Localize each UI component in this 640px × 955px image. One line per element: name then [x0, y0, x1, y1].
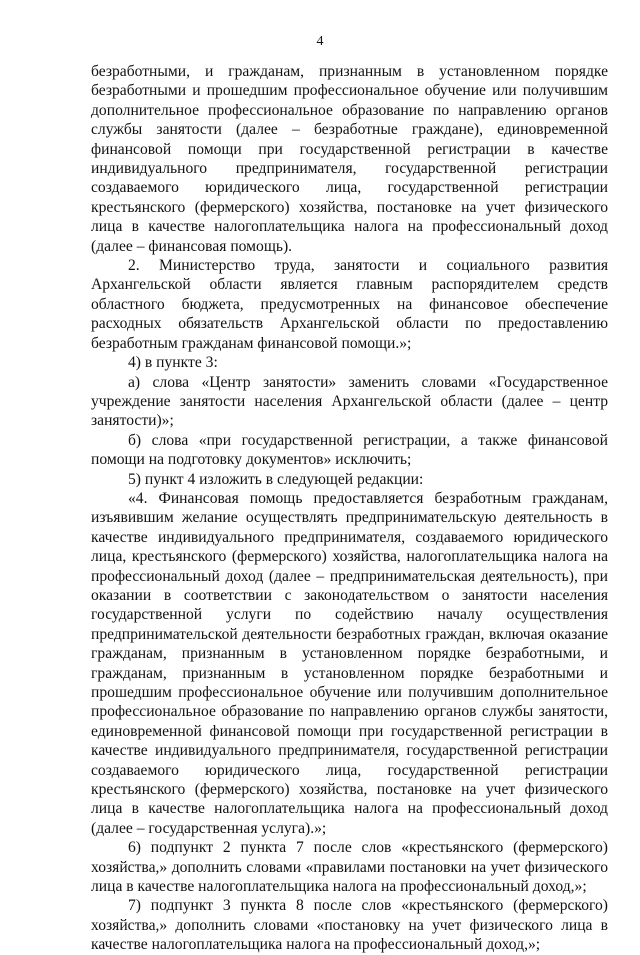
- page-number: 4: [316, 34, 324, 49]
- paragraph-continuation: безработными, и гражданам, признанным в установленном порядке безработными и прошедшим профессиональное обучение или получившим дополнительное профессиональное образование по направлению органов службы занятости (далее – безработные граждане), единовременной финансовой помощи при государственной регистрации в качестве индивидуального предпринимателя, государственной регистрации создаваемого юридического лица, государственной регистрации крестьянского (фермерского) хозяйства, постановке на учет физического лица в качестве налогоплательщика налога на профессиональный доход (далее – финансовая помощь).: [91, 63, 608, 255]
- paragraph-item-7: 7) подпункт 3 пункта 8 после слов «крестьянского (фермерского) хозяйства,» дополнить словами «постановку на учет физического лица в качестве налогоплательщика налога на профессиональный доход,»;: [91, 897, 608, 954]
- paragraph-item-4b: б) слова «при государственной регистрации, а также финансовой помощи на подготовку документов» исключить;: [91, 431, 608, 469]
- paragraph-item-5: 5) пункт 4 изложить в следующей редакции:: [128, 470, 424, 488]
- paragraph-item-5-text: «4. Финансовая помощь предоставляется безработным гражданам, изъявившим желание осуществлять предпринимательскую деятельность в качестве индивидуального предпринимателя, создаваемого юридического лица, крестьянского (фермерского) хозяйства, налогоплательщика налога на профессиональный доход (далее – предпринимательская деятельность), при оказании в соответствии с законодательством о занятости населения государственной услуги по содействию началу осуществления предпринимательской деятельности безработных граждан, включая оказание гражданам, признанным в установленном порядке безработными, и гражданам, признанным в установленном порядке безработными и прошедшим профессиональное обучение или получившим дополнительное профессиональное образование по направлению органов службы занятости, единовременной финансовой помощи при государственной регистрации в качестве индивидуального предпринимателя, государственной регистрации создаваемого юридического лица, государственной регистрации крестьянского (фермерского) хозяйства, постановке на учет физического лица в качестве налогоплательщика налога на профессиональный доход (далее – государственная услуга).»;: [91, 489, 608, 837]
- document-body: [91, 62, 608, 955]
- paragraph-item-6: 6) подпункт 2 пункта 7 после слов «крестьянского (фермерского) хозяйства,» дополнить словами «правилами постановки на учет физического лица в качестве налогоплательщика налога на профессиональный доход,»;: [91, 839, 608, 896]
- paragraph-item-4: 4) в пункте 3:: [128, 354, 218, 372]
- paragraph-item-2: 2. Министерство труда, занятости и социального развития Архангельской области является главным распорядителем средств областного бюджета, предусмотренных на финансовое обеспечение расходных обязательств Архангельской области по предоставлению безработным гражданам финансовой помощи.»;: [91, 257, 608, 352]
- paragraph-item-4a: а) слова «Центр занятости» заменить словами «Государственное учреждение занятости населения Архангельской области (далее – центр занятости)»;: [91, 373, 608, 430]
